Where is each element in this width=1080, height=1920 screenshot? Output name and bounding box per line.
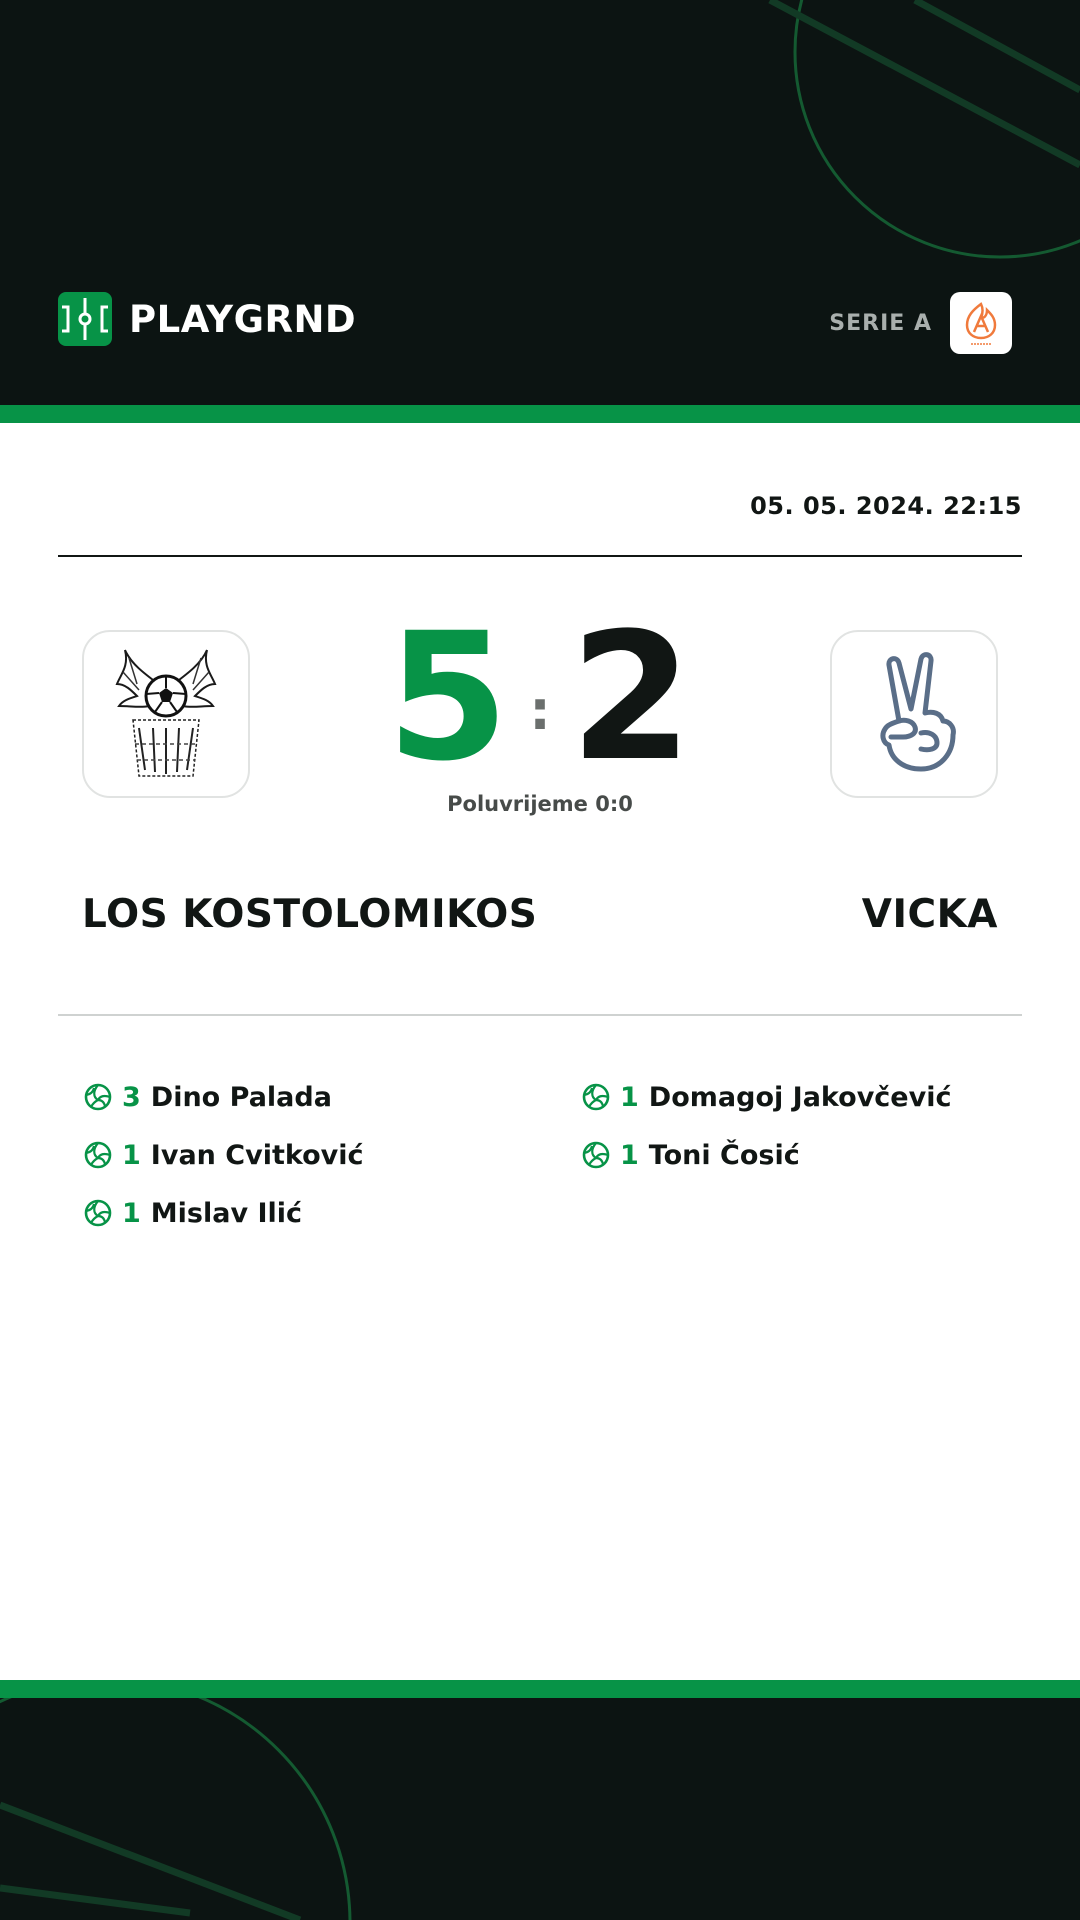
- halftime-score: Poluvrijeme 0:0: [447, 792, 633, 816]
- match-datetime: 05. 05. 2024. 22:15: [750, 492, 1022, 520]
- goal-count: 1: [122, 1197, 141, 1229]
- divider: [58, 1014, 1022, 1016]
- divider: [58, 555, 1022, 557]
- scorer-row[interactable]: [82, 1068, 364, 1126]
- goal-count: 1: [620, 1081, 639, 1113]
- player-name: Dino Palada: [150, 1081, 332, 1113]
- away-team-logo[interactable]: [830, 630, 998, 798]
- football-icon: [580, 1081, 612, 1113]
- league-badge[interactable]: [829, 292, 1012, 354]
- home-team-logo[interactable]: [82, 630, 250, 798]
- goal-count: 3: [122, 1081, 141, 1113]
- player-name: Ivan Cvitković: [150, 1139, 364, 1171]
- league-name: SERIE A: [829, 310, 932, 336]
- goal-count: 1: [620, 1139, 639, 1171]
- football-icon: [82, 1139, 114, 1171]
- brand[interactable]: [58, 292, 356, 346]
- player-name: Mislav Ilić: [150, 1197, 303, 1229]
- eagle-ball-crest-icon: [101, 644, 231, 784]
- brand-name: PLAYGRND: [129, 297, 357, 341]
- scorer-row[interactable]: [82, 1184, 364, 1242]
- header-band: [0, 0, 1080, 405]
- football-icon: [580, 1139, 612, 1171]
- league-logo-icon: [950, 292, 1012, 354]
- away-score: 2: [570, 595, 691, 800]
- home-team-name[interactable]: LOS KOSTOLOMIKOS: [82, 892, 538, 937]
- pitch-icon: [58, 292, 112, 346]
- player-name: Toni Čosić: [648, 1139, 800, 1171]
- home-score: 5: [386, 595, 507, 800]
- footer-accent-stripe: [0, 1680, 1080, 1698]
- away-team-name[interactable]: VICKA: [861, 892, 998, 937]
- scorer-row[interactable]: [580, 1068, 951, 1126]
- scorer-row[interactable]: [580, 1126, 951, 1184]
- goal-count: 1: [122, 1139, 141, 1171]
- home-scorers-list: [82, 1068, 364, 1242]
- football-icon: [82, 1197, 114, 1229]
- score-separator: :: [529, 679, 551, 742]
- scorer-row[interactable]: [82, 1126, 364, 1184]
- football-icon: [82, 1081, 114, 1113]
- away-scorers-list: [580, 1068, 951, 1184]
- header-accent-stripe: [0, 405, 1080, 423]
- player-name: Domagoj Jakovčević: [648, 1081, 952, 1113]
- peace-hand-icon: [859, 649, 969, 779]
- footer-band: [0, 1698, 1080, 1920]
- pitch-decoration: [0, 1698, 1080, 1920]
